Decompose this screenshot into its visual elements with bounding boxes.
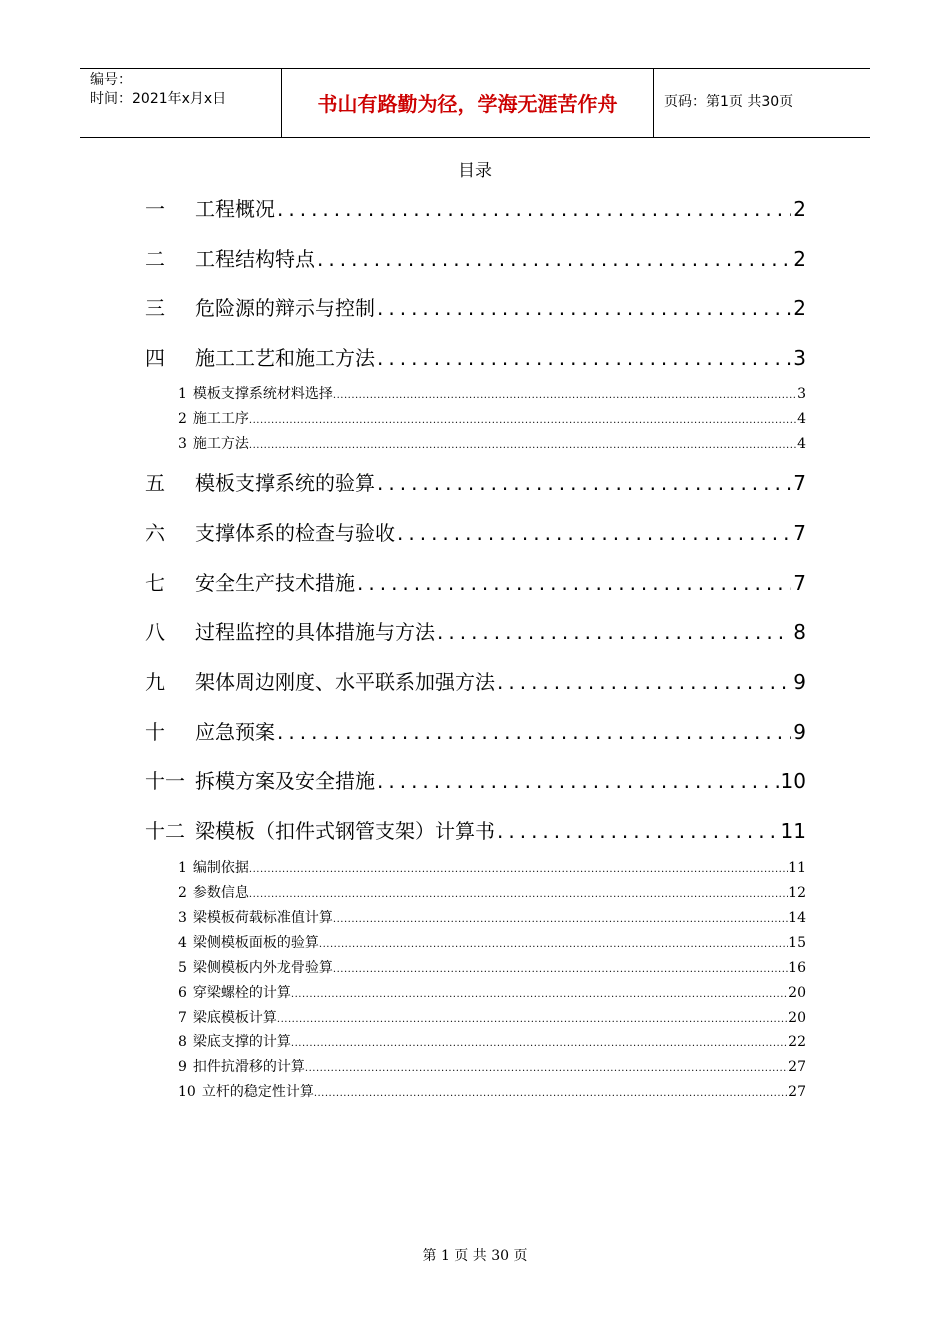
toc-subentry-page: 14 [788, 910, 806, 926]
dot-leader [397, 519, 791, 547]
header-motto-cell [282, 69, 654, 137]
toc-entry-number: 五 [145, 471, 165, 495]
toc-entry-9[interactable] [145, 668, 806, 696]
toc-entry-number: 七 [145, 571, 165, 595]
toc-subentry-title: 参数信息 [192, 885, 249, 901]
toc-subentry-title: 立杆的稳定性计算 [201, 1084, 314, 1100]
toc-subentry-page: 3 [797, 386, 806, 402]
toc-entry-page: 7 [793, 521, 806, 545]
toc-entry-page: 2 [793, 197, 806, 221]
dot-leader [277, 1010, 788, 1030]
toc-subentry-title: 施工工序 [192, 411, 249, 427]
toc-title: 目录 [458, 161, 492, 181]
page-footer: 第 1 页 共 30 页 [422, 1248, 528, 1264]
toc-subentry-title: 梁底支撑的计算 [192, 1034, 291, 1050]
toc-entry-page: 10 [780, 769, 806, 793]
toc-subentry-number: 2 [178, 411, 187, 427]
toc-subentry-number: 7 [178, 1010, 187, 1026]
toc-subentry-number: 8 [178, 1034, 187, 1050]
dot-leader [314, 1084, 788, 1104]
toc-entry-title: 施工工艺和施工方法 [195, 346, 375, 370]
toc-entry-title: 架体周边刚度、水平联系加强方法 [195, 670, 495, 694]
dot-leader [497, 668, 791, 696]
toc-subentry-page: 20 [788, 1010, 806, 1026]
toc-entry-6[interactable] [145, 519, 806, 547]
document-time-label: 时间：2021年x月x日 [90, 91, 227, 107]
toc-entry-page: 2 [793, 296, 806, 320]
toc-entry-page: 9 [793, 670, 806, 694]
dot-leader [319, 935, 788, 955]
toc-subentry[interactable] [178, 933, 806, 953]
toc-subentry[interactable] [178, 858, 806, 878]
toc-subentry-page: 12 [788, 885, 806, 901]
dot-leader [291, 985, 788, 1005]
header-info-cell [80, 69, 282, 137]
toc-entry-title: 应急预案 [195, 720, 275, 744]
toc-subentry-number: 1 [178, 386, 187, 402]
toc-entry-5[interactable] [145, 469, 806, 497]
toc-entry-8[interactable] [145, 618, 806, 646]
toc-subentry-title: 梁底模板计算 [192, 1010, 277, 1026]
toc-subentry-title: 施工方法 [192, 436, 249, 452]
dot-leader [277, 195, 791, 223]
toc-entry-title: 过程监控的具体措施与方法 [195, 620, 435, 644]
toc-subentry-title: 梁侧模板面板的验算 [192, 935, 319, 951]
toc-entry-page: 11 [780, 819, 806, 843]
toc-entry-10[interactable] [145, 718, 806, 746]
toc-entry-page: 9 [793, 720, 806, 744]
dot-leader [377, 344, 791, 372]
header-motto: 书山有路勤为径，学海无涯苦作舟 [317, 92, 618, 116]
toc-entry-title: 危险源的辩示与控制 [195, 296, 375, 320]
toc-entry-number: 八 [145, 620, 165, 644]
toc-subentry-number: 5 [178, 960, 187, 976]
toc-entry-page: 7 [793, 471, 806, 495]
toc-entry-number: 十二 [145, 819, 185, 843]
toc-entry-7[interactable] [145, 569, 806, 597]
toc-subentry-title: 穿梁螺栓的计算 [192, 985, 291, 1001]
toc-entry-title: 梁模板（扣件式钢管支架）计算书 [195, 819, 495, 843]
toc-entry-number: 三 [145, 296, 165, 320]
toc-subentry-number: 9 [178, 1059, 187, 1075]
header-page-label: 页码：第1页 共30页 [664, 94, 794, 110]
toc-subentry-title: 扣件抗滑移的计算 [192, 1059, 305, 1075]
toc-subentry-number: 3 [178, 436, 187, 452]
toc-subentry-number: 10 [178, 1084, 196, 1100]
toc-entry-12[interactable] [145, 817, 806, 845]
toc-subentry[interactable] [178, 958, 806, 978]
page-header [80, 68, 870, 138]
toc-entry-page: 7 [793, 571, 806, 595]
toc-subentry-page: 11 [788, 860, 806, 876]
toc-subentry[interactable] [178, 434, 806, 454]
dot-leader [249, 411, 797, 431]
toc-subentry-number: 1 [178, 860, 187, 876]
toc-subentry-page: 27 [788, 1059, 806, 1075]
dot-leader [249, 436, 797, 456]
toc-subentry-page: 22 [788, 1034, 806, 1050]
toc-subentry-number: 6 [178, 985, 187, 1001]
toc-subentry-page: 15 [788, 935, 806, 951]
toc-entry-page: 3 [793, 346, 806, 370]
toc-subentry-title: 编制依据 [192, 860, 249, 876]
toc-entry-number: 十 [145, 720, 165, 744]
dot-leader [333, 960, 788, 980]
dot-leader [249, 860, 788, 880]
toc-subentry-page: 20 [788, 985, 806, 1001]
toc-subentry-number: 2 [178, 885, 187, 901]
toc-entry-4[interactable] [145, 344, 806, 372]
toc-subentry[interactable] [178, 908, 806, 928]
toc-entry-1[interactable] [145, 195, 806, 223]
toc-entry-title: 安全生产技术措施 [195, 571, 355, 595]
dot-leader [377, 469, 791, 497]
dot-leader [333, 386, 797, 406]
toc-entry-page: 8 [793, 620, 806, 644]
toc-entry-title: 拆模方案及安全措施 [195, 769, 375, 793]
toc-entry-number: 四 [145, 346, 165, 370]
dot-leader [305, 1059, 788, 1079]
toc-entry-number: 九 [145, 670, 165, 694]
dot-leader [317, 245, 791, 273]
dot-leader [377, 294, 791, 322]
toc-subentry[interactable] [178, 1032, 806, 1052]
toc-entry-3[interactable] [145, 294, 806, 322]
toc-subentry[interactable] [178, 983, 806, 1003]
toc-subentry[interactable] [178, 1082, 806, 1102]
toc-entry-page: 2 [793, 247, 806, 271]
toc-subentry[interactable] [178, 883, 806, 903]
dot-leader [277, 718, 791, 746]
toc-subentry[interactable] [178, 1008, 806, 1028]
toc-subentry-title: 模板支撑系统材料选择 [192, 386, 333, 402]
toc-entry-title: 工程概况 [195, 197, 275, 221]
dot-leader [437, 618, 791, 646]
toc-entry-number: 二 [145, 247, 165, 271]
dot-leader [497, 817, 779, 845]
toc-entry-number: 十一 [145, 769, 185, 793]
toc-entry-number: 一 [145, 197, 165, 221]
dot-leader [333, 910, 788, 930]
toc-subentry-number: 3 [178, 910, 187, 926]
toc-subentry[interactable] [178, 384, 806, 404]
dot-leader [291, 1034, 788, 1054]
header-page-cell [654, 69, 870, 137]
toc-entry-title: 支撑体系的检查与验收 [195, 521, 395, 545]
toc-entry-11[interactable] [145, 767, 806, 795]
toc-subentry-title: 梁模板荷载标准值计算 [192, 910, 333, 926]
dot-leader [377, 767, 779, 795]
toc-entry-number: 六 [145, 521, 165, 545]
toc-subentry[interactable] [178, 1057, 806, 1077]
toc-entry-2[interactable] [145, 245, 806, 273]
toc-entry-title: 模板支撑系统的验算 [195, 471, 375, 495]
toc-subentry-page: 4 [797, 436, 806, 452]
toc-entry-title: 工程结构特点 [195, 247, 315, 271]
toc-subentry[interactable] [178, 409, 806, 429]
toc-subentry-page: 4 [797, 411, 806, 427]
toc-subentry-title: 梁侧模板内外龙骨验算 [192, 960, 333, 976]
toc-subentry-page: 27 [788, 1084, 806, 1100]
toc-subentry-number: 4 [178, 935, 187, 951]
document-number-label: 编号： [90, 72, 132, 88]
toc-subentry-page: 16 [788, 960, 806, 976]
dot-leader [357, 569, 791, 597]
dot-leader [249, 885, 788, 905]
